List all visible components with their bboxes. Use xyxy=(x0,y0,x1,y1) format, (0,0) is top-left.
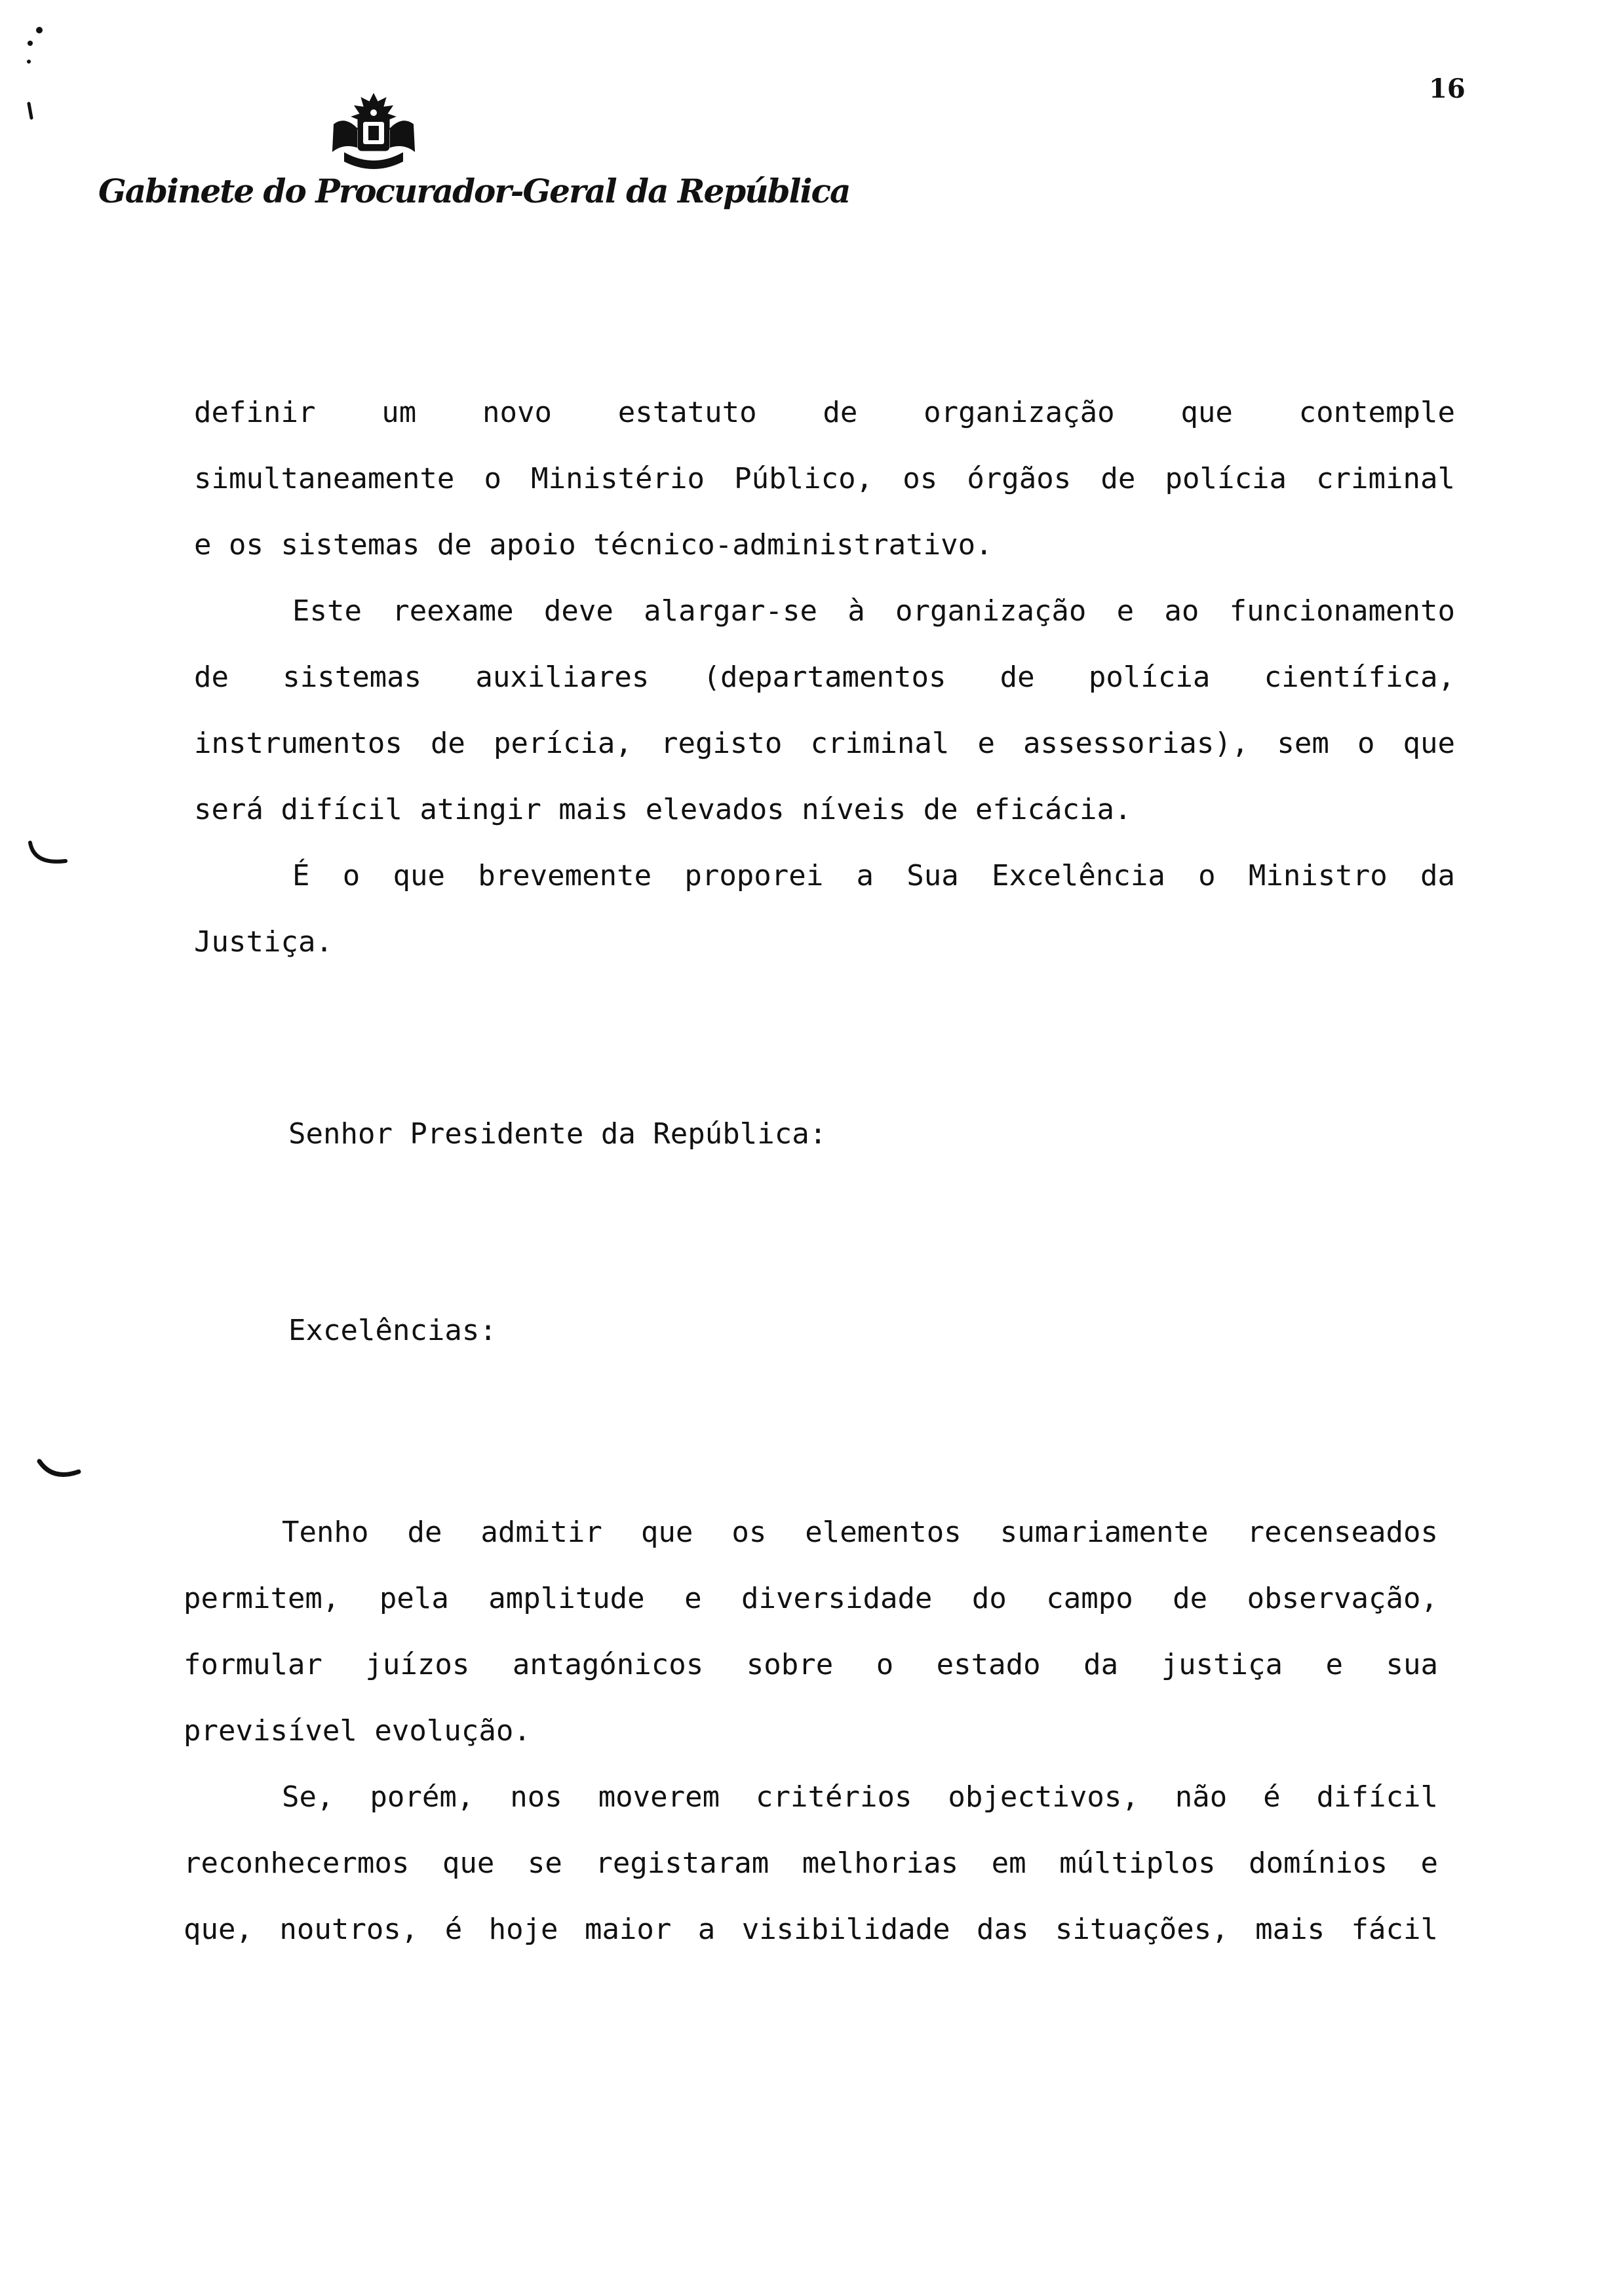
scan-mark xyxy=(20,98,39,138)
page-number: 16 xyxy=(1429,73,1466,104)
salutation-president: Senhor Presidente da República: xyxy=(288,1117,827,1151)
scan-mark xyxy=(33,1455,85,1501)
paragraph-4-line: Tenho de admitir que os elementos sumariamente recenseados xyxy=(282,1516,1438,1549)
paragraph-2-line: Este reexame deve alargar-se à organização e ao funcionamento xyxy=(292,594,1455,628)
paragraph-5-line: que, noutros, é hoje maior a visibilidade das situações, mais fácil xyxy=(184,1913,1438,1946)
paragraph-5-line: reconhecermos que se registaram melhorias em múltiplos domínios e xyxy=(184,1846,1438,1880)
salutation-excellencies: Excelências: xyxy=(288,1314,497,1347)
paragraph-2-line: será difícil atingir mais elevados níveis de eficácia. xyxy=(194,793,1132,826)
letterhead: Gabinete do Procurador-Geral da República xyxy=(98,172,850,210)
scan-mark xyxy=(25,839,71,878)
paragraph-4-line: previsível evolução. xyxy=(184,1714,531,1748)
paragraph-3-line: É o que brevemente proporei a Sua Excelência o Ministro da xyxy=(292,859,1455,892)
paragraph-1-line: simultaneamente o Ministério Público, os órgãos de polícia criminal xyxy=(194,462,1455,495)
paragraph-5-line: Se, porém, nos moverem critérios objectivos, não é difícil xyxy=(282,1780,1438,1814)
paragraph-4-line: formular juízos antagónicos sobre o estado da justiça e sua xyxy=(184,1648,1438,1681)
paragraph-2-line: de sistemas auxiliares (departamentos de polícia científica, xyxy=(194,660,1455,694)
paragraph-3-line: Justiça. xyxy=(194,925,333,959)
paragraph-1-line: e os sistemas de apoio técnico-administrativo. xyxy=(194,528,993,562)
scan-mark xyxy=(20,24,46,76)
paragraph-1-line: definir um novo estatuto de organização que contemple xyxy=(194,396,1455,429)
coat-of-arms-icon xyxy=(321,90,426,176)
body-block-b xyxy=(184,1499,1438,1962)
body-block-a xyxy=(194,379,1455,975)
paragraph-2-line: instrumentos de perícia, registo criminal e assessorias), sem o que xyxy=(194,727,1455,760)
paragraph-4-line: permitem, pela amplitude e diversidade do campo de observação, xyxy=(184,1582,1438,1615)
